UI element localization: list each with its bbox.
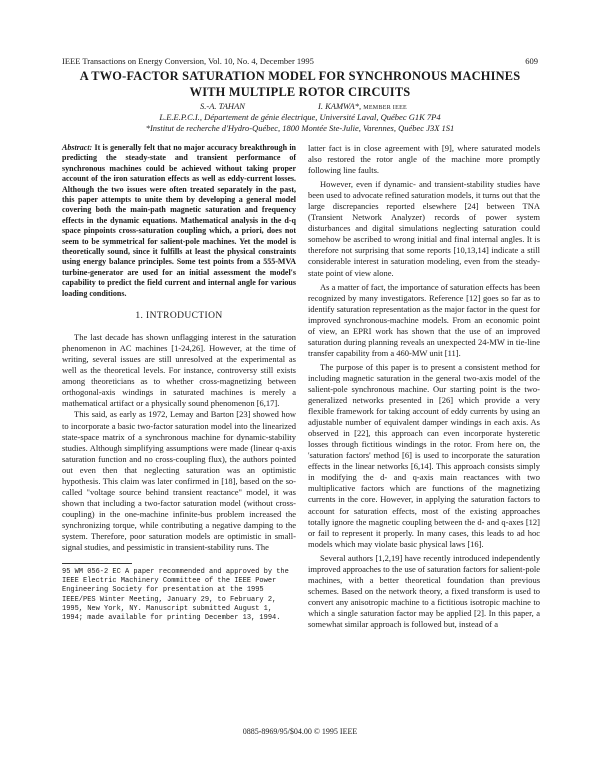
paper-title: A TWO-FACTOR SATURATION MODEL FOR SYNCHRONOUS MACHINES WITH MULTIPLE ROTOR CIRCUITS [79, 69, 521, 99]
running-header [62, 56, 538, 66]
footnote-rule [62, 563, 132, 564]
paragraph: latter fact is in close agreement with [9], where saturated models also restored the rotor angle of the machine more promptly following line faults. [308, 143, 540, 176]
page-number: 609 [525, 56, 538, 66]
footnote: 95 WM 056-2 EC A paper recommended and approved by the IEEE Electric Machinery Committee of the IEEE Power Engineering Society for presentation at the 1995 IEEE/PES Winter Meeting, January 29, to February 2, 1995, New York, NY. Manuscript submitted August 1, 1994; made available for printing December 13, 1994. [62, 568, 289, 623]
abstract-text: It is generally felt that no major accuracy breakthrough in predicting the steady-state and transient performance of synchronous machines could be achieved without taking proper account of the iron saturation effects as well as eddy-current losses. Although the two issues were often treated separately in the past, this paper attempts to unite them by developing a general model covering both the main-path magnetic saturation and frequency effects in the dynamic equations. Mathematical analysis in the d-q space pinpoints cross-saturation coupling which, a priori, does not seem to be symmetrical for salient-pole machines. Yet the model is theoretically sound, since it fulfills at least the physical constraints using energy balance principles. Some test points from a 555-MVA turbine-generator are used for an initial assessment the model's capability to predict the field current and internal angle for various loading conditions. [62, 143, 296, 298]
abstract [62, 143, 296, 299]
paragraph: Several authors [1,2,19] have recently introduced independently improved approaches to the use of saturation factors for salient-pole machines, with a better theoretical foundation than previous schemes. Based on the network theory, a fixed transform is used to convert any anisotropic machine to a fictitious isotropic machine to which a single saturation factor may be applied [2]. In this paper, a somewhat similar approach is followed but, instead of a [308, 552, 540, 629]
paragraph: The purpose of this paper is to present a consistent method for including magnetic saturation in the general two-axis model of the salient-pole synchronous machine. Our starting point is the two-generalized networks presented in [26] which provide a very flexible framework for taking account of eddy currents by using an adjustable number of equivalent damper windings in each axis. As observed in [22], this approach can even incorporate hysteretic losses through fictitious windings in the rotor. From here on, the 'saturation factors' method [6] is used to incorporate the saturation effects in the linear networks [6,14]. This approach consists simply in modifying the d- and q-axis main reactances with two multiplicative factors which are functions of the magnetizing currents in the core. However, in applying the saturation factors to account for saturation effects, most of the existing approaches totally ignore the magnetic coupling between the d- and q-axes [12] or fail to represent it properly. In many cases, this leads to ad hoc models which may violate basic physical laws [16]. [308, 361, 540, 549]
paragraph: This said, as early as 1972, Lemay and Barton [23] showed how to incorporate a basic two-factor saturation model into the linearized state-space matrix of a synchronous machine for dynamic-stability studies. Although simplifying assumptions were made (linear q-axis saturation function and no cross-coupling flux), the authors pointed out even then that neglecting saturation was an optimistic hypothesis. This claim was later confirmed in [18], based on the so-called "voltage source behind transient reactance" model, it was shown that including a two-factor saturation model (without cross-coupling) in the one-machine infinite-bus problem increased the synchronizing torque, while contributing a negative damping to the system. Therefore, poor saturation models are optimistic in small-signal studies, and pessimistic in transient-stability runs. The [62, 409, 296, 553]
author-2-grade: MEMBER IEEE [363, 105, 408, 111]
right-column [308, 143, 540, 633]
abstract-label: Abstract: [62, 143, 93, 152]
author-1: S.-A. TAHAN [200, 101, 245, 111]
author-2: I. KAMWA*, MEMBER IEEE [318, 101, 408, 111]
affiliation-1: L.E.E.P.C.I., Département de génie électrique, Université Laval, Québec G1K 7P4 [159, 112, 441, 122]
paragraph: As a matter of fact, the importance of saturation effects has been recognized by many investigators. Reference [12] goes so far as to identify saturation representation as the major factor in the quest for improved synchronous-machine models. From an economic point of view, an EPRI work has shown that the use of an improved saturation during planning reveals an unexpected 24-MW in tie-line transfer capability from a 460-MW unit [11]. [308, 281, 540, 358]
journal-line: IEEE Transactions on Energy Conversion, Vol. 10, No. 4, December 1995 [62, 56, 314, 66]
paragraph: However, even if dynamic- and transient-stability studies have been used to advocate refined saturation models, it turns out that the large discrepancies reported elsewhere [24] between TNA (Transient Network Analyzer) records of power system disturbances and digital simulations neglecting saturation could somehow be ascribed to wrong initial and final internal angles. It is therefore not surprising that some reports [10,13,14] indicate a still considerable interest in saturation modeling, even from the steady-state point of view alone. [308, 179, 540, 278]
copyright-footer: 0885-8969/95/$04.00 © 1995 IEEE [242, 727, 358, 736]
left-column [62, 143, 296, 623]
section-heading-introduction: 1. INTRODUCTION [135, 311, 223, 322]
author-block [62, 101, 538, 134]
affiliation-2: *Institut de recherche d'Hydro-Québec, 1800 Montée Ste-Julie, Varennes, Québec J3X 1S1 [145, 123, 455, 133]
paragraph: The last decade has shown unflagging interest in the saturation phenomenon in AC machines [1-24,26]. However, at the time of writing, several issues are still unresolved at the experimental as well as the theoretical levels. For instance, controversy still exists among theoreticians as to whether cross-magnetizing between orthogonal-axis windings in saturated machines is merely a mathematical artifact or a physically sound phenomenon [6,17]. [62, 332, 296, 409]
